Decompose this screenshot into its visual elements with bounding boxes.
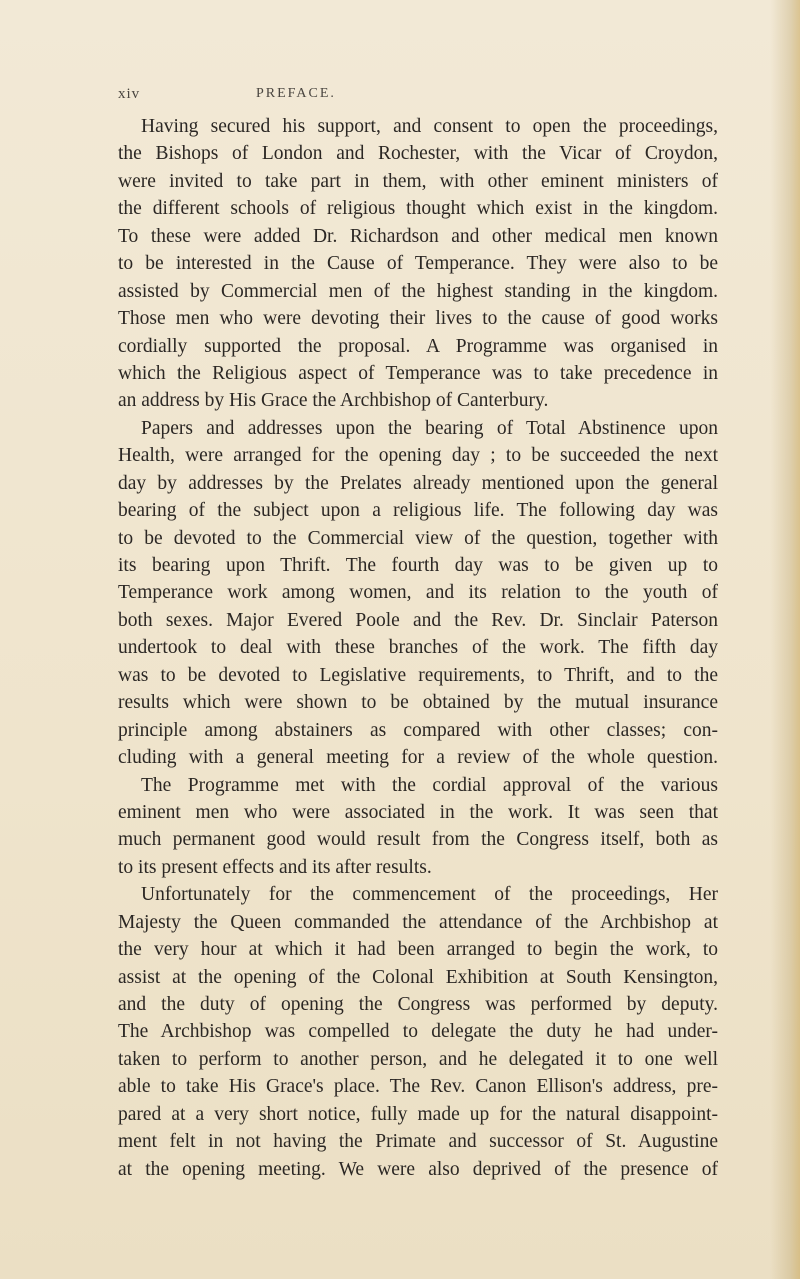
text-line: pared at a very short notice, fully made up for the natural disappoint- bbox=[118, 1103, 718, 1125]
text-line: The Archbishop was compelled to delegate the duty he had under- bbox=[118, 1021, 718, 1043]
text-line: were invited to take part in them, with other eminent ministers of bbox=[118, 170, 718, 192]
text-line: able to take His Grace's place. The Rev. Canon Ellison's address, pre- bbox=[118, 1076, 718, 1098]
text-line: to its present effects and its after results. bbox=[118, 856, 432, 878]
text-line: an address by His Grace the Archbishop of Canterbury. bbox=[118, 390, 549, 412]
text-line: cluding with a general meeting for a review of the whole question. bbox=[118, 747, 718, 769]
text-line: Having secured his support, and consent to open the proceedings, bbox=[141, 116, 718, 137]
text-line: Unfortunately for the commencement of the proceedings, Her bbox=[141, 884, 718, 906]
text-line: cordially supported the proposal. A Programme was organised in bbox=[118, 335, 718, 357]
text-line: was to be devoted to Legislative requirements, to Thrift, and to the bbox=[118, 664, 718, 686]
text-line: its bearing upon Thrift. The fourth day was to be given up to bbox=[118, 555, 718, 576]
text-line: Those men who were devoting their lives to the cause of good works bbox=[118, 308, 718, 330]
text-line: at the opening meeting. We were also deprived of the presence of bbox=[118, 1158, 718, 1180]
text-line: to be devoted to the Commercial view of the question, together with bbox=[118, 527, 718, 549]
text-line: much permanent good would result from the Congress itself, both as bbox=[118, 829, 718, 851]
text-line: undertook to deal with these branches of the work. The fifth day bbox=[118, 637, 718, 659]
page-number: xiv bbox=[118, 86, 141, 102]
text-line: bearing of the subject upon a religious life. The following day was bbox=[118, 500, 718, 522]
running-head bbox=[118, 86, 718, 110]
text-line: The Programme met with the cordial approval of the various bbox=[141, 774, 718, 796]
text-line: the very hour at which it had been arranged to begin the work, to bbox=[118, 939, 718, 961]
text-line: both sexes. Major Evered Poole and the Rev. Dr. Sinclair Paterson bbox=[118, 609, 718, 631]
text-line: the different schools of religious thought which exist in the kingdom. bbox=[118, 198, 718, 220]
text-line: the Bishops of London and Rochester, with the Vicar of Croydon, bbox=[118, 143, 718, 165]
text-line: results which were shown to be obtained by the mutual insurance bbox=[118, 692, 718, 714]
text-line: which the Religious aspect of Temperance was to take precedence in bbox=[118, 362, 718, 384]
text-line: principle among abstainers as compared with other classes; con- bbox=[118, 719, 718, 741]
text-line: Papers and addresses upon the bearing of Total Abstinence upon bbox=[141, 417, 718, 439]
text-line: eminent men who were associated in the work. It was seen that bbox=[118, 801, 718, 823]
text-line: assisted by Commercial men of the highest standing in the kingdom. bbox=[118, 280, 718, 302]
running-head-title: PREFACE. bbox=[256, 86, 336, 101]
text-line: ment felt in not having the Primate and successor of St. Augustine bbox=[118, 1131, 718, 1153]
text-line: assist at the opening of the Colonal Exhibition at South Kensington, bbox=[118, 966, 718, 988]
text-line: Temperance work among women, and its relation to the youth of bbox=[118, 582, 718, 604]
text-line: to be interested in the Cause of Temperance. They were also to be bbox=[118, 253, 718, 275]
text-line: To these were added Dr. Richardson and other medical men known bbox=[118, 225, 718, 247]
text-line: and the duty of opening the Congress was performed by deputy. bbox=[118, 994, 718, 1015]
text-line: Majesty the Queen commanded the attendance of the Archbishop at bbox=[118, 911, 718, 933]
text-line: Health, were arranged for the opening day ; to be succeeded the next bbox=[118, 445, 718, 467]
text-line: taken to perform to another person, and he delegated it to one well bbox=[118, 1048, 718, 1070]
text-line: day by addresses by the Prelates already mentioned upon the general bbox=[118, 472, 718, 494]
body-text bbox=[118, 113, 718, 1183]
